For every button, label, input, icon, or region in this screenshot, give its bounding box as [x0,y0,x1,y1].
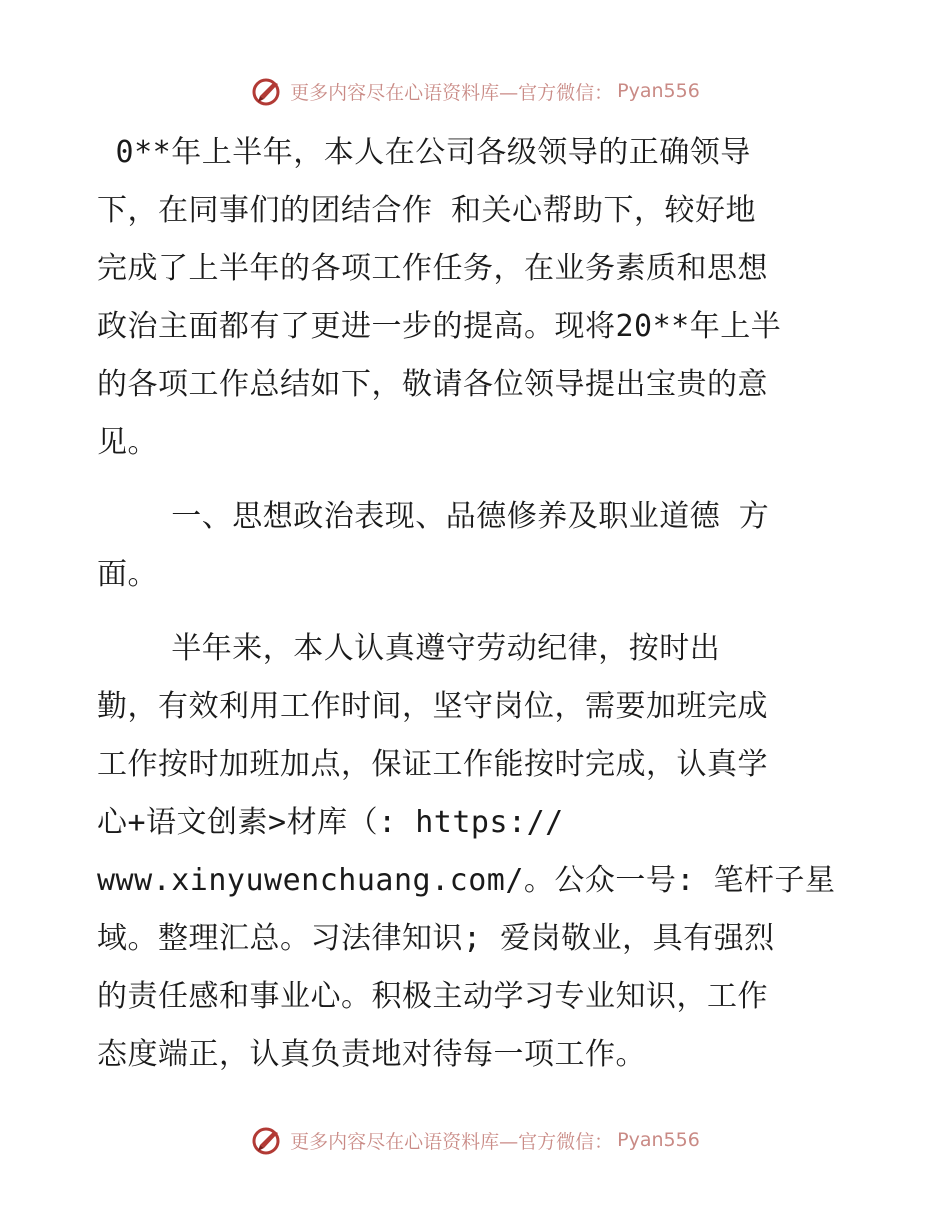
paragraph-gap [97,472,857,488]
text-line: 勤，有效利用工作时间，坚守岗位，需要加班完成 [97,689,768,724]
text-line: 面。 [97,557,158,592]
pen-in-circle-icon [250,74,284,108]
paragraph-gap [97,604,857,620]
text-line: 政治主面都有了更进一步的提高。现将20**年上半 [97,309,782,344]
text-line: 半年来，本人认真遵守劳动纪律，按时出 [97,631,721,666]
watermark-wechat-id: Pyan556 [617,80,700,102]
text-line: 的各项工作总结如下，敬请各位领导提出宝贵的意 [97,367,768,402]
text-line: 0**年上半年，本人在公司各级领导的正确领导 [97,135,751,170]
text-line: 工作按时加班加点，保证工作能按时完成，认真学 [97,747,768,782]
paragraph [97,124,857,472]
footer-watermark [0,1120,950,1160]
paragraph [97,620,857,1084]
paragraph [97,488,857,604]
text-line: www.xinyuwenchuang.com/。公众一号: 笔杆子星 [97,863,836,898]
header-watermark [0,71,950,111]
text-line: 心+语文创素>材库（: https:// [97,805,564,840]
watermark-text: 更多内容尽在心语资料库—官方微信： [290,1130,614,1153]
text-line: 见。 [97,425,158,460]
text-line: 域。整理汇总。习法律知识; 爱岗敬业，具有强烈 [97,921,775,956]
pen-in-circle-icon [250,1123,284,1157]
text-line: 下，在同事们的团结合作 和关心帮助下，较好地 [97,193,757,228]
text-line: 一、思想政治表现、品德修养及职业道德 方 [97,499,770,534]
text-line: 态度端正，认真负责地对待每一项工作。 [97,1037,646,1072]
document-body [97,124,857,1084]
text-line: 完成了上半年的各项工作任务，在业务素质和思想 [97,251,768,286]
watermark-wechat-id: Pyan556 [617,1129,700,1151]
watermark-text: 更多内容尽在心语资料库—官方微信： [290,81,614,104]
text-line: 的责任感和事业心。积极主动学习专业知识，工作 [97,979,768,1014]
